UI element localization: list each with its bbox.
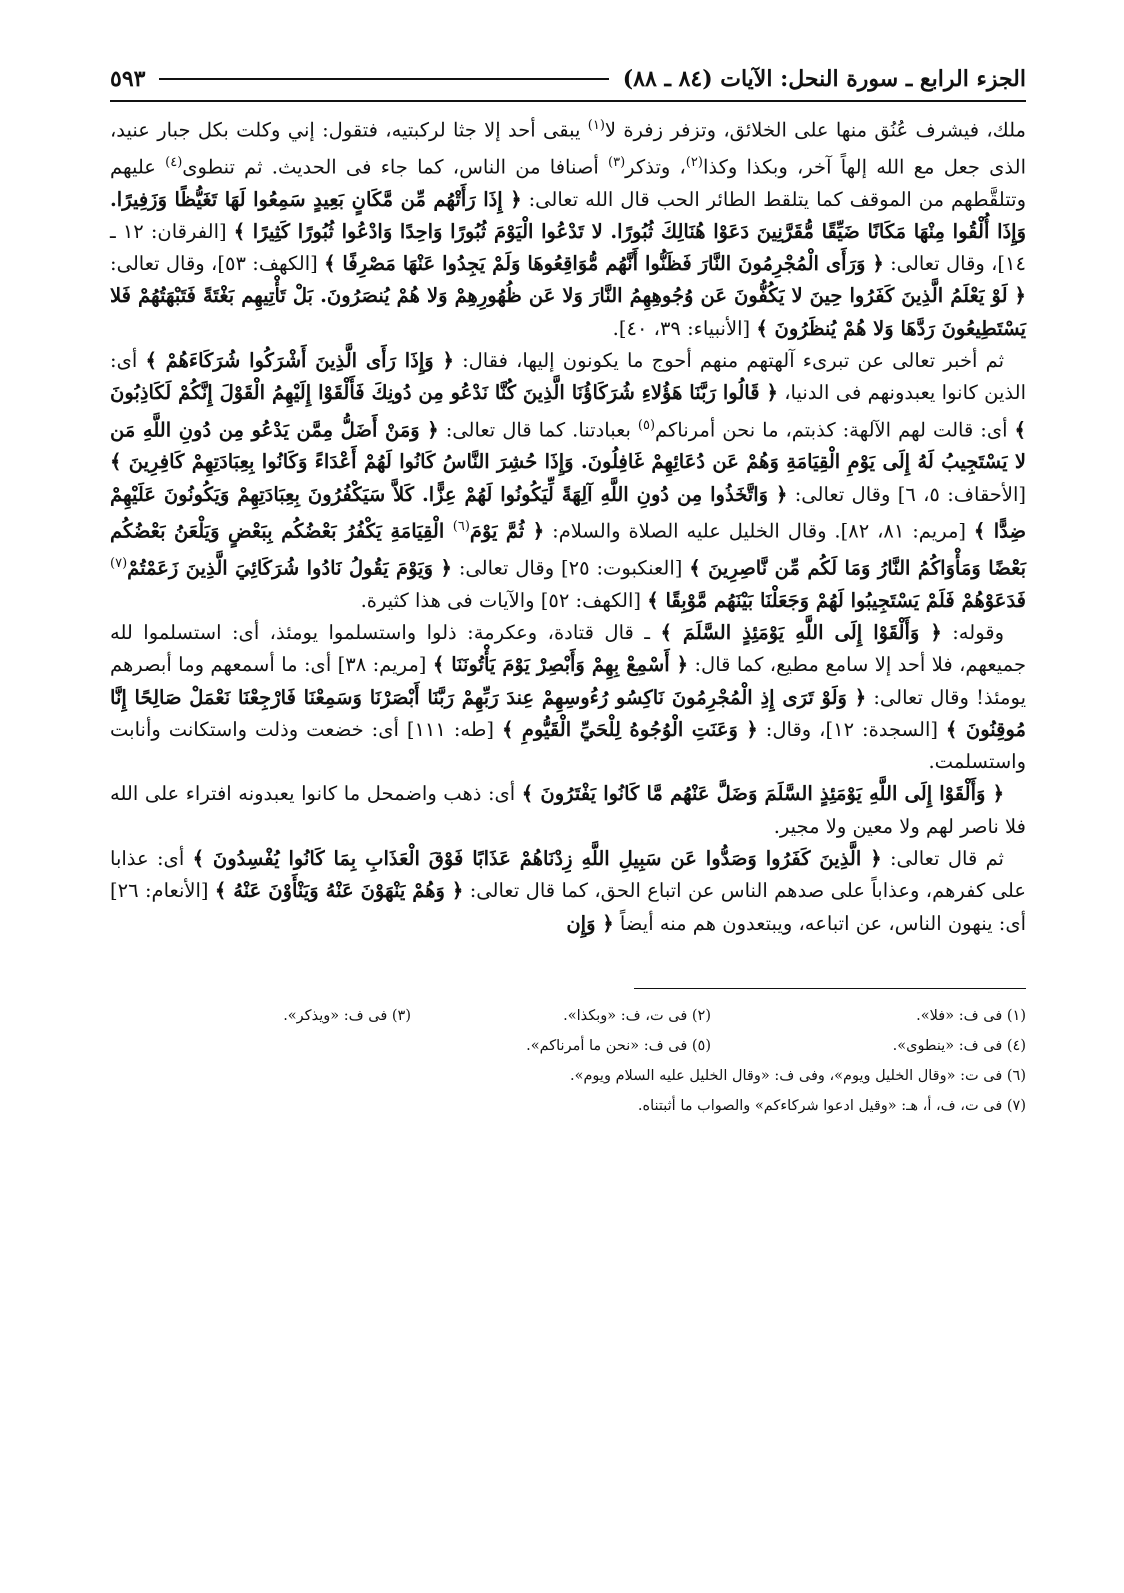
quran-verse: ﴿ أَسْمِعْ بِهِمْ وَأَبْصِرْ يَوْمَ يَأْتُونَنَا ﴾: [432, 653, 689, 677]
text-run: أى: عذابا على كفرهم، وعذاباً على صدهم الناس عن اتباع الحق، كما قال تعالى:: [110, 847, 1026, 903]
text-run: [العنكبوت: ٢٥] وقال تعالى:: [451, 556, 690, 580]
footnote-row: [110, 1001, 1026, 1031]
text-run: أى: الذين كانوا يعبدونهم فى الدنيا،: [110, 349, 1027, 405]
header-rule: [159, 78, 608, 80]
text-run: [السجدة: ١٢]، وقال:: [757, 717, 946, 741]
footnote-marker: (١): [587, 118, 605, 133]
footnote-marker: (٥): [637, 417, 656, 433]
text-run: [مريم: ٨١، ٨٢]. وقال الخليل عليه الصلاة والسلام:: [544, 519, 974, 543]
text-run: عليهم وتتلقَّطهم من الموقف كما يتلقط الطائر الحب قال الله تعالى:: [110, 155, 1026, 211]
quran-verse: ﴿ وَمَنْ أَضَلُّ مِمَّن يَدْعُو مِن دُونِ اللَّهِ مَن لا يَسْتَجِيبُ لَهُ إِلَى يَوْمِ الْقِيَامَةِ وَهُمْ عَن دُعَائِهِمْ غَافِلُونَ. وَإِذَا حُشِرَ النَّاسُ كَانُوا لَهُمْ أَعْدَاءً وَكَانُوا بِعِبَادَتِهِمْ كَافِرِينَ ﴾: [110, 418, 1026, 474]
paragraph: [110, 345, 1026, 617]
footnotes: [110, 1001, 1026, 1121]
quran-verse: ﴿ إِذَا رَأَتْهُم مِّن مَّكَانٍ بَعِيدٍ سَمِعُوا لَهَا تَغَيُّظًا وَزَفِيرًا. وَإِذَا أُلْقُوا مِنْهَا مَكَانًا ضَيِّقًا مُّقَرَّنِينَ دَعَوْا هُنَالِكَ ثُبُورًا. لا تَدْعُوا الْيَوْمَ ثُبُورًا وَاحِدًا وَادْعُوا ثُبُورًا كَثِيرًا ﴾: [110, 187, 1027, 243]
footnote-5: (٥) فى ف: «نحن ما أمرناكم».: [526, 1037, 711, 1054]
quran-verse: ﴿ وَإِن: [566, 911, 614, 935]
quran-verse: ﴿ وَلَوْ تَرَى إِذِ الْمُجْرِمُونَ نَاكِسُو رُءُوسِهِمْ عِندَ رَبِّهِمْ رَبَّنَا أَبْصَرْنَا وَسَمِعْنَا فَارْجِعْنَا نَعْمَلْ صَالِحًا إِنَّا مُوقِنُونَ ﴾: [110, 685, 1027, 741]
footnote-7: (٧) فى ت، ف، أ، هـ: «وقيل ادعوا شركاءكم» والصواب ما أثبتناه.: [637, 1097, 1026, 1114]
text-run: [الأحقاف: ٥، ٦] وقال تعالى:: [787, 482, 1027, 506]
quran-verse: ﴿ وَرَأَى الْمُجْرِمُونَ النَّارَ فَظَنُّوا أَنَّهُم مُّوَاقِعُوهَا وَلَمْ يَجِدُوا عَنْهَا مَصْرِفًا ﴾: [324, 252, 884, 276]
quran-verse: ﴿ وَهُمْ يَنْهَوْنَ عَنْهُ وَيَنْأَوْنَ عَنْهُ ﴾: [214, 879, 464, 903]
text-run: أصنافا من الناس، كما جاء فى الحديث. ثم تنطوى: [182, 155, 609, 179]
footnote-4: (٤) فى ف: «ينطوى».: [892, 1037, 1026, 1054]
quran-verse: ﴿ وَأَلْقَوْا إِلَى اللَّهِ يَوْمَئِذٍ السَّلَمَ وَضَلَّ عَنْهُم مَّا كَانُوا يَفْتَرُونَ ﴾: [521, 782, 1004, 806]
footnote-3: (٣) فى ف: «ويذكر».: [283, 1007, 411, 1024]
text-run: يبقى أحد إلا جثا لركبتيه، فتقول: إني وكلت بكل جبار عنيد، الذى جعل مع الله إلهاً آخر، وبكذا وكذا: [110, 118, 1026, 179]
body-text: [110, 110, 1026, 940]
header-title: الجزء الرابع ـ سورة النحل: الآيات (٨٤ ـ ٨٨): [622, 66, 1026, 92]
running-header: [110, 58, 1026, 102]
text-run: [الأنبياء: ٣٩، ٤٠].: [612, 316, 757, 340]
text-run: [مريم: ٣٨] أى: ما أسمعهم وما أبصرهم يومئذ! وقال تعالى:: [110, 653, 1026, 709]
quran-verse: الْقِيَامَةِ يَكْفُرُ بَعْضُكُم بِبَعْضٍ وَيَلْعَنُ بَعْضُكُم بَعْضًا وَمَأْوَاكُمُ النَّارُ وَمَا لَكُم مِّن نَّاصِرِينَ ﴾: [110, 519, 1026, 580]
quran-verse: ﴿ ثُمَّ يَوْمَ: [469, 519, 545, 543]
footnote-marker: (٢): [685, 154, 703, 170]
text-run: بعبادتنا. كما قال تعالى:: [438, 418, 638, 442]
footnote-marker: (٦): [452, 519, 470, 535]
page: [110, 58, 1026, 1121]
footnote-1: (١) فى ف: «فلا».: [916, 1007, 1026, 1024]
footnote-marker: (٤): [165, 154, 183, 170]
quran-verse: ﴿ لَوْ يَعْلَمُ الَّذِينَ كَفَرُوا حِينَ لا يَكُفُّونَ عَن وُجُوهِهِمُ النَّارَ وَلا عَن ظُهُورِهِمْ وَلا هُمْ يُنصَرُونَ. بَلْ تَأْتِيهِم بَغْتَةً فَتَبْهَتُهُمْ فَلا يَسْتَطِيعُونَ رَدَّهَا وَلا هُمْ يُنظَرُونَ ﴾: [110, 284, 1026, 340]
text-run: ثم أخبر تعالى عن تبرىء آلهتهم منهم أحوج ما يكونون إليها، فقال:: [453, 349, 1005, 373]
text-run: ـ قال قتادة، وعكرمة: ذلوا واستسلموا يومئذ، أى: استسلموا لله جميعهم، فلا أحد إلا سامع مطيع، كما قال:: [110, 620, 1026, 677]
footnote-row: [110, 1031, 1026, 1061]
footnote-2: (٢) فى ت، ف: «وبكذا».: [563, 1007, 711, 1024]
paragraph: [110, 778, 1026, 843]
text-run: [الكهف: ٥٢] والآيات فى هذا كثيرة.: [360, 588, 648, 612]
quran-verse: ﴿ وَاتَّخَذُوا مِن دُونِ اللَّهِ آلِهَةً لِّيَكُونُوا لَهُمْ عِزًّا. كَلاَّ سَيَكْفُرُونَ بِعِبَادَتِهِمْ وَيَكُونُونَ عَلَيْهِمْ ضِدًّا ﴾: [110, 482, 1027, 543]
text-run: وقوله:: [941, 620, 1005, 644]
text-run: ملك، فيشرف عُنُق منها على الخلائق، وتزفر زفرة لا: [604, 118, 1026, 142]
paragraph: [110, 110, 1026, 345]
paragraph: [110, 843, 1026, 940]
paragraph: [110, 617, 1026, 778]
footnote-marker: (٣): [608, 154, 626, 170]
text-run: [الأنعام: ٢٦] أى: ينهون الناس، عن اتباعه، ويبتعدون هم منه أيضاً: [110, 879, 1026, 935]
footnote-marker: (٧): [110, 555, 128, 571]
quran-verse: فَدَعَوْهُمْ فَلَمْ يَسْتَجِيبُوا لَهُمْ وَجَعَلْنَا بَيْنَهُم مَّوْبِقًا ﴾: [647, 588, 1026, 612]
footnote-6: (٦) فى ت: «وقال الخليل ويوم»، وفى ف: «وقال الخليل عليه السلام ويوم».: [569, 1067, 1026, 1084]
quran-verse: ﴿ وَيَوْمَ يَقُولُ نَادُوا شُرَكَائِيَ الَّذِينَ زَعَمْتُمْ: [127, 556, 452, 580]
footnote-separator: [634, 988, 1026, 989]
text-run: أى: ذهب واضمحل ما كانوا يعبدونه افتراء على الله فلا ناصر لهم ولا معين ولا مجير.: [110, 782, 1026, 838]
text-run: [طه: ١١١] أى: خضعت وذلت واستكانت وأنابت واستسلمت.: [110, 717, 1026, 774]
quran-verse: ﴿ قَالُوا رَبَّنَا هَؤُلاءِ شُرَكَاؤُنَا الَّذِينَ كُنَّا نَدْعُو مِن دُونِكَ فَأَلْقَوْا إِلَيْهِمُ الْقَوْلَ إِنَّكُمْ لَكَاذِبُونَ ﴾: [110, 381, 1026, 442]
quran-verse: ﴿ وَأَلْقَوْا إِلَى اللَّهِ يَوْمَئِذٍ السَّلَمَ ﴾: [660, 620, 942, 644]
text-run: ، وتذكر: [625, 155, 686, 179]
quran-verse: ﴿ الَّذِينَ كَفَرُوا وَصَدُّوا عَن سَبِيلِ اللَّهِ زِدْنَاهُمْ عَذَابًا فَوْقَ الْعَذَابِ بِمَا كَانُوا يُفْسِدُونَ ﴾: [192, 847, 882, 871]
text-run: [الكهف: ٥٣]، وقال تعالى:: [110, 252, 325, 276]
text-run: [الفرقان: ١٢ ـ ١٤]، وقال تعالى:: [110, 219, 1026, 276]
quran-verse: ﴿ وَعَنَتِ الْوُجُوهُ لِلْحَيِّ الْقَيُّومِ ﴾: [501, 717, 758, 741]
text-run: أى: قالت لهم الآلهة: كذبتم، ما نحن أمرناكم: [655, 418, 1015, 442]
quran-verse: ﴿ وَإِذَا رَأَى الَّذِينَ أَشْرَكُوا شُرَكَاءَهُمْ ﴾: [145, 349, 454, 373]
text-run: ثم قال تعالى:: [881, 847, 1004, 871]
page-number: ٥٩٣: [110, 66, 146, 92]
